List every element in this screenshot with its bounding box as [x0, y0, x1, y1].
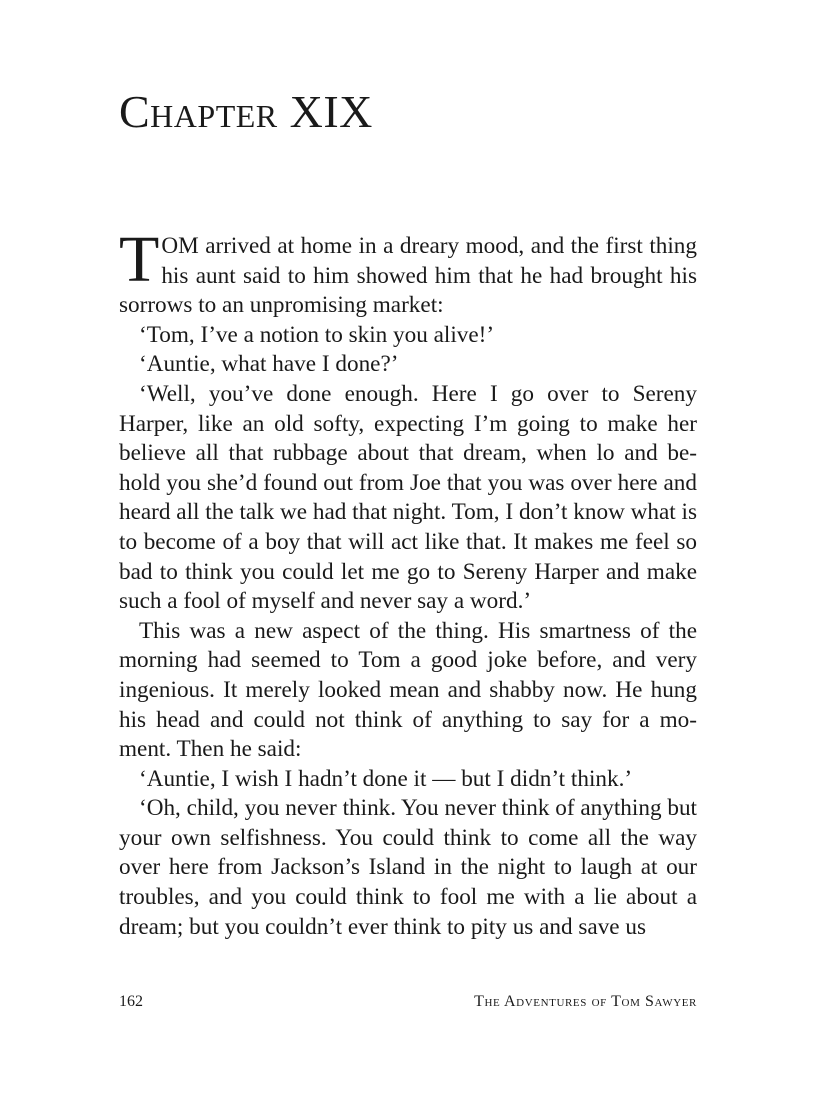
paragraph-3: ‘Auntie, what have I done?’: [139, 351, 399, 378]
chapter-title: Chapter XIX: [119, 86, 373, 137]
paragraph-2: ‘Tom, I’ve a notion to skin you alive!’: [139, 321, 495, 348]
running-head: The Adventures of Tom Sawyer: [474, 993, 697, 1010]
paragraph-1-text: arrived at home in a dreary mood, and the first thing his aunt said to him showed him that he had brought his sorrows to an unpromising market:: [119, 233, 697, 319]
paragraph-5: This was a new aspect of the thing. His smartness of the morning had seemed to Tom a good joke before, and very ingenious. It merely looked mean and shabby now. He hung his head and could not think of anything to say for a mo-ment. Then he said:: [119, 617, 697, 763]
paragraph-1: [119, 223, 697, 321]
page-footer: [119, 990, 697, 1014]
paragraph-4: ‘Well, you’ve done enough. Here I go over to Sereny Harper, like an old softy, expecting I’m going to make her believe all that rubbage about that dream, when lo and be-hold you she’d found out from Joe that you was over here and heard all the talk we had that night. Tom, I don’t know what is to become of a boy that will act like that. It makes me feel so bad to think you could let me go to Sereny Harper and make such a fool of myself and never say a word.’: [119, 380, 697, 615]
book-page: [119, 0, 697, 1100]
paragraph-6: ‘Auntie, I wish I hadn’t done it — but I didn’t think.’: [139, 765, 633, 792]
paragraph-7: ‘Oh, child, you never think. You never think of anything but your own selfishness. You could think to come all the way over here from Jackson’s Island in the night to laugh at our troubles, and you could think to fool me with a lie about a dream; but you couldn’t ever think to pity us and save us: [119, 795, 697, 940]
chapter-body: [119, 223, 697, 942]
drop-cap: T: [119, 223, 160, 296]
page-number: 162: [119, 993, 143, 1010]
first-word-rest: OM: [161, 233, 199, 259]
